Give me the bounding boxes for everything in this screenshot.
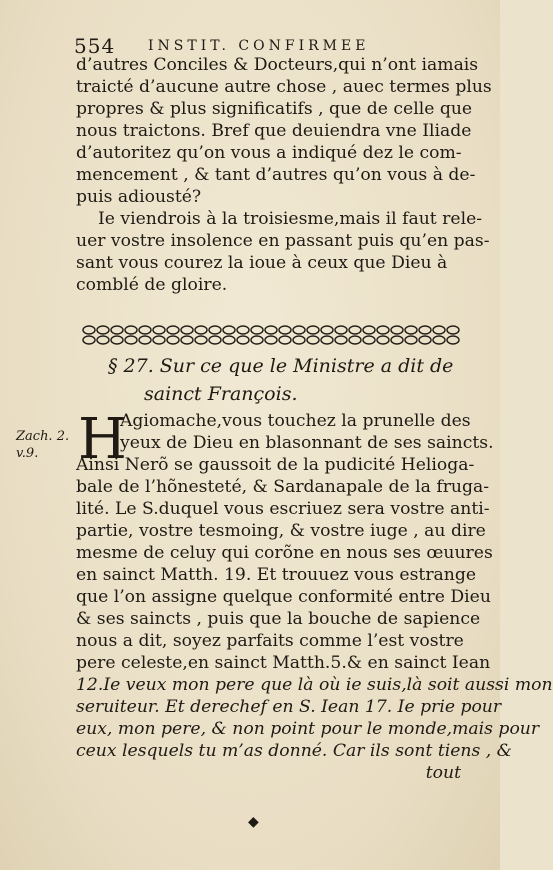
text-line: nous a dit, soyez parfaits comme l’est vostre: [76, 631, 464, 651]
running-title: INSTIT. CONFIRMEE: [148, 38, 370, 54]
text-line: ceux lesquels tu m’as donné. Car ils sont tiens , &: [76, 741, 512, 761]
fleuron-ornament: ◆: [248, 814, 259, 830]
ornamental-divider: [78, 323, 458, 347]
text-line: sant vous courez la ioue à ceux que Dieu à: [76, 253, 448, 273]
text-line: nous traictons. Bref que deuiendra vne Iliade: [76, 121, 472, 141]
text-line: pere celeste,en sainct Matth.5.& en sainct Iean: [76, 653, 491, 673]
text-line: que l’on assigne quelque conformité entre Dieu: [76, 587, 491, 607]
text-line: Ie viendrois à la troisiesme,mais il faut rele-: [98, 209, 483, 229]
text-line: d’autres Conciles & Docteurs,qui n’ont iamais: [76, 55, 479, 75]
text-line: tout: [425, 763, 461, 783]
text-line: partie, vostre tesmoing, & vostre iuge , au dire: [76, 521, 486, 541]
paragraph-block-2: [76, 407, 553, 784]
text-line: propres & plus significatifs , que de celle que: [76, 99, 473, 119]
text-line: mesme de celuy qui corõne en nous ses œuures: [76, 543, 493, 563]
section-heading: [108, 352, 458, 408]
margin-reference: [16, 428, 72, 462]
margin-reference-line-2: v.9.: [16, 446, 39, 461]
text-line: bale de l’hõnesteté, & Sardanapale de la fruga-: [76, 477, 490, 497]
drop-capital: H: [78, 407, 127, 472]
text-line: lité. Le S.duquel vous escriuez sera vostre anti-: [76, 499, 490, 519]
text-line: d’autoritez qu’on vous a indiqué dez le com-: [76, 143, 462, 163]
text-line: seruiteur. Et derechef en S. Iean 17. Ie prie pour: [76, 697, 502, 717]
text-line: traicté d’aucune autre chose , auec termes plus: [76, 77, 492, 97]
text-line: Ainsi Nerõ se gaussoit de la pudicité Helioga-: [76, 455, 475, 475]
text-line: mencement , & tant d’autres qu’on vous à de-: [76, 165, 476, 185]
text-line: & ses saincts , puis que la bouche de sapience: [76, 609, 481, 629]
heading-line-2: sainct François.: [144, 383, 298, 405]
text-line: eux, mon pere, & non point pour le monde,mais pour: [76, 719, 540, 739]
running-header: [68, 30, 458, 56]
margin-reference-line-1: Zach. 2.: [16, 429, 70, 444]
text-line: 12.Ie veux mon pere que là où ie suis,là soit aussi mon: [76, 675, 553, 695]
heading-line-1: § 27. Sur ce que le Ministre a dit de: [108, 355, 454, 377]
page-number: 554: [74, 34, 116, 58]
text-line: Agiomache,vous touchez la prunelle des: [120, 411, 471, 431]
text-line: uer vostre insolence en passant puis qu’en pas-: [76, 231, 490, 251]
text-line: yeux de Dieu en blasonnant de ses saincts.: [120, 433, 494, 453]
paragraph-block-1: [76, 54, 492, 296]
text-line: comblé de gloire.: [76, 275, 228, 295]
text-line: en sainct Matth. 19. Et trouuez vous estrange: [76, 565, 477, 585]
text-line: puis adiousté?: [76, 187, 202, 207]
